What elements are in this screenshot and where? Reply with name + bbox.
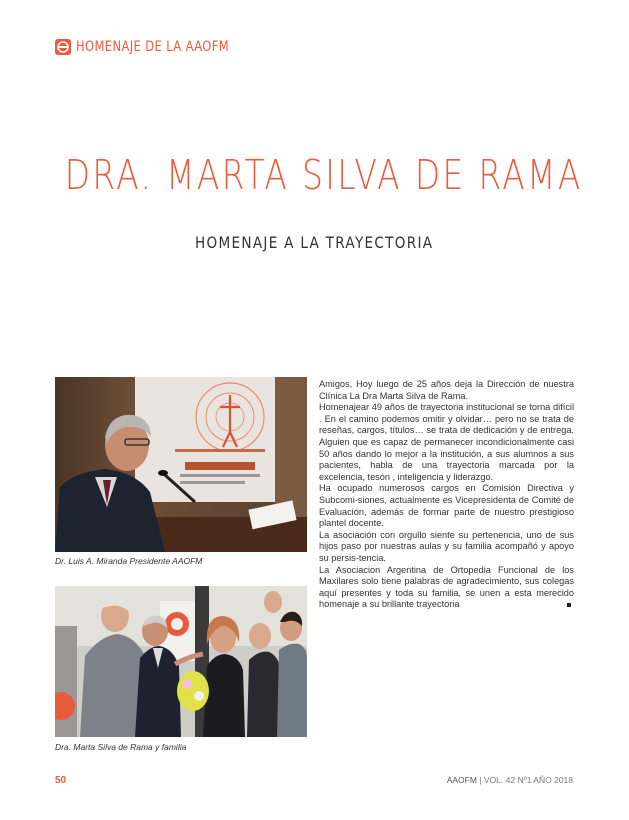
journal-name: AAOFM — [446, 775, 477, 785]
journal-footer — [447, 775, 573, 785]
article-paragraph: Homenajear 49 años de trayectoria institucional se torna difícil . En el camino podemos omitir y olvidar… pero no se trata de reseñas, cargos, títulos… se trata de dedicación y de entrega. Alguien que es capaz de permanecer incondicionalmente casi 50 años dando lo mejor a la institución, a sus alumnos a sus pacientes, habla de una trayectoria marcada por la excelencia, tesón , inteligencia y liderazgo. — [319, 402, 574, 482]
end-of-article-mark — [567, 603, 571, 607]
photo-caption: Dra. Marta Silva de Rama y familia — [55, 742, 187, 752]
article-body — [319, 379, 574, 611]
page-number: 50 — [55, 775, 67, 786]
article-paragraph-last — [319, 565, 574, 611]
photo-family — [55, 586, 307, 737]
section-label: HOMENAJE DE LA AAOFM — [76, 39, 230, 55]
article-paragraph: Ha ocupado numerosos cargos en Comisión Directiva y Subcomi-siones, actualmente es Vicepresidenta de Comité de Evaluación, además de formar parte de nuestro prestigioso plantel docente. — [319, 483, 574, 529]
article-title: DRA. MARTA SILVA DE RAMA — [64, 151, 583, 199]
photo-speaker — [55, 377, 307, 552]
article-paragraph: Amigos, Hoy luego de 25 años deja la Dirección de nuestra Clínica La Dra Marta Silva de Rama. — [319, 379, 574, 401]
journal-issue: | VOL. 42 Nº1 AÑO 2018 — [479, 775, 573, 785]
article-paragraph: La asociación con orgullo siente su pertenencia, uno de sus hijos paso por nuestras aulas y su familia acompañó y apoyo su persis-tencia. — [319, 529, 574, 563]
article-paragraph-text: La Asociacion Argentina de Ortopedia Funcional de los Maxilares solo tiene palabras de agradecimiento, sus colegas aquí presentes y toda su familia, se unen a esta merecido homenaje a su brillante trayectoria — [319, 564, 574, 610]
article-subtitle: HOMENAJE A LA TRAYECTORIA — [195, 233, 434, 252]
photo-caption: Dr. Luis A. Miranda Presidente AAOFM — [55, 556, 203, 566]
section-header — [55, 38, 263, 56]
aaofm-logo-icon — [55, 39, 71, 55]
